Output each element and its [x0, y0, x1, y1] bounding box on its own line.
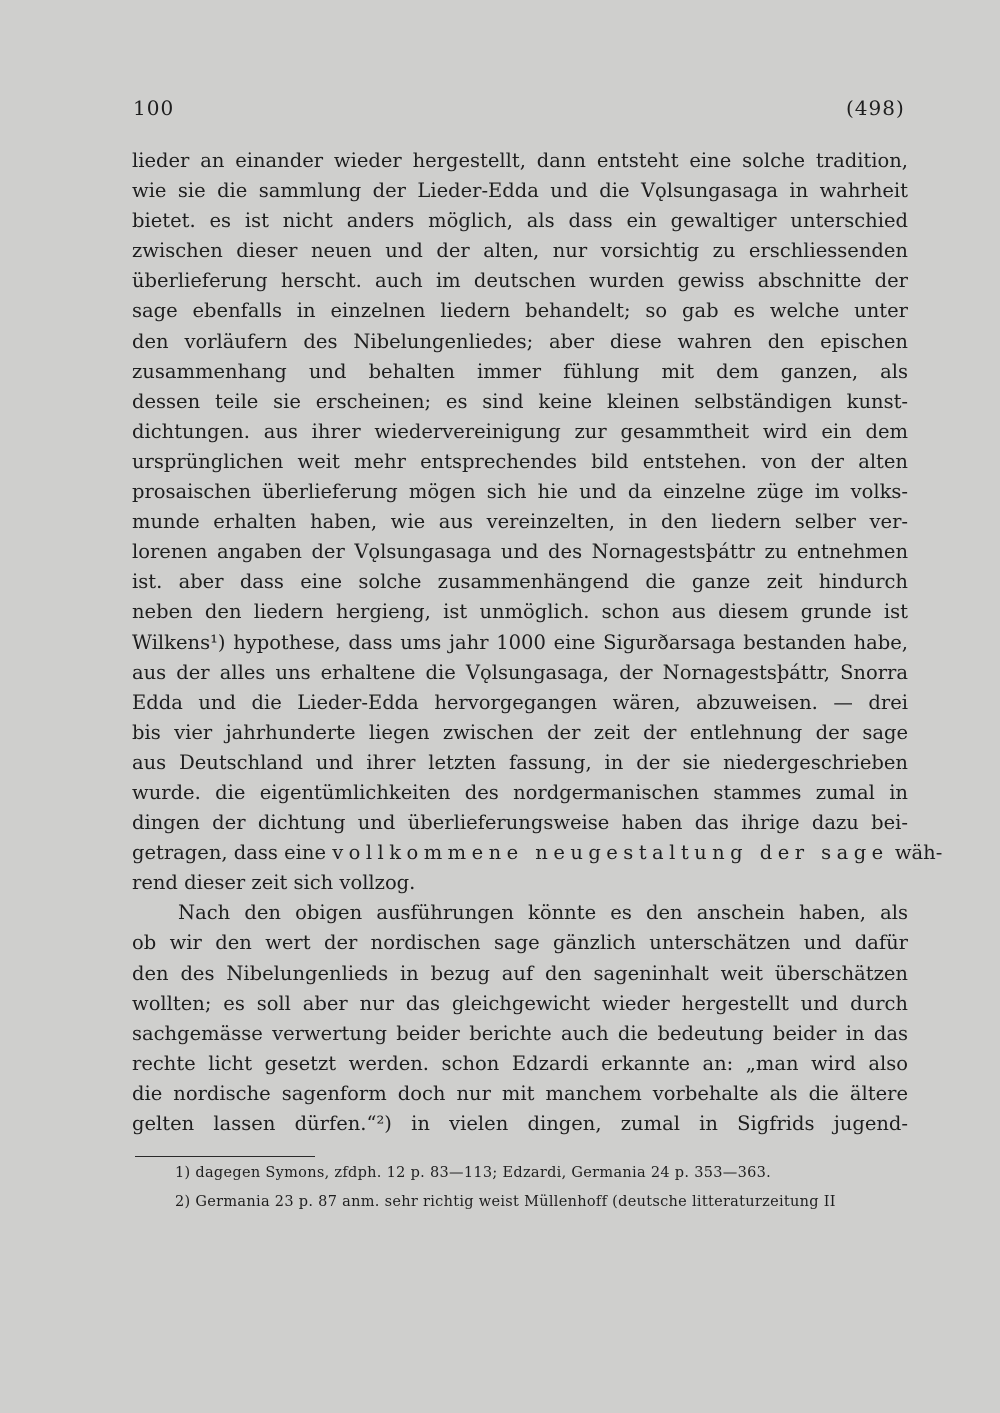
spaced-emphasis: vollkommene neugestaltung der sage	[332, 841, 889, 865]
text-line: dingen der dichtung und überlieferungsweise haben das ihrige dazu bei-	[132, 811, 908, 835]
text-line: munde erhalten haben, wie aus vereinzelten, in den liedern selber ver-	[132, 510, 908, 534]
text-line: wurde. die eigentümlichkeiten des nordgermanischen stammes zumal in	[132, 780, 908, 804]
text-segment: getragen, dass eine	[132, 841, 326, 865]
text-line: dessen teile sie erscheinen; es sind keine kleinen selbständigen kunst-	[132, 389, 908, 413]
text-line: lieder an einander wieder hergestellt, dann entsteht eine solche tradition,	[132, 149, 908, 172]
text-line: Edda und die Lieder-Edda hervorgegangen wären, abzuweisen. — drei	[132, 690, 908, 714]
text-line: sachgemässe verwertung beider berichte auch die bedeutung beider in das	[132, 1021, 908, 1045]
text-line: rend dieser zeit sich vollzog.	[132, 871, 416, 895]
text-line: den des Nibelungenlieds in bezug auf den sageninhalt weit überschätzen	[132, 961, 908, 985]
text-line: prosaischen überlieferung mögen sich hie und da einzelne züge im volks-	[132, 480, 908, 504]
paragraph-start: Nach den obigen ausführungen könnte es den anschein haben, als	[178, 901, 908, 925]
text-line: aus Deutschland und ihrer letzten fassung, in der sie niedergeschrieben	[132, 750, 908, 774]
body-text	[132, 146, 943, 1139]
text-line: bis vier jahrhunderte liegen zwischen der zeit der entlehnung der sage	[132, 720, 908, 744]
text-line: überlieferung herscht. auch im deutschen wurden gewiss abschnitte der	[132, 269, 908, 293]
text-line: wie sie die sammlung der Lieder-Edda und die Vǫlsungasaga in wahrheit	[132, 179, 908, 203]
page-reference: (498)	[846, 96, 905, 120]
text-line: wollten; es soll aber nur das gleichgewicht wieder hergestellt und durch	[132, 991, 908, 1015]
footnote-divider	[135, 1156, 315, 1157]
text-line: ist. aber dass eine solche zusammenhängend die ganze zeit hindurch	[132, 570, 908, 594]
text-line: dichtungen. aus ihrer wiedervereinigung zur gesammtheit wird ein dem	[132, 419, 908, 443]
text-line: neben den liedern hergieng, ist unmöglich. schon aus diesem grunde ist	[132, 600, 908, 624]
text-line: die nordische sagenform doch nur mit manchem vorbehalte als die ältere	[132, 1081, 908, 1105]
text-line: sage ebenfalls in einzelnen liedern behandelt; so gab es welche unter	[132, 299, 908, 323]
text-line: lorenen angaben der Vǫlsungasaga und des Nornagestsþáttr zu entnehmen	[132, 540, 908, 564]
text-line: den vorläufern des Nibelungenliedes; aber diese wahren den epischen	[132, 329, 908, 353]
text-line: Wilkens¹) hypothese, dass ums jahr 1000 eine Sigurðarsaga bestanden habe,	[132, 630, 908, 654]
text-segment: wäh-	[894, 841, 943, 865]
text-line: aus der alles uns erhaltene die Vǫlsungasaga, der Nornagestsþáttr, Snorra	[132, 660, 908, 684]
text-line: bietet. es ist nicht anders möglich, als dass ein gewaltiger unterschied	[132, 209, 908, 233]
text-line: rechte licht gesetzt werden. schon Edzardi erkannte an: „man wird also	[132, 1051, 908, 1075]
footnote-2: 2) Germania 23 p. 87 anm. sehr richtig weist Müllenhoff (deutsche litteraturzeitung II	[175, 1194, 836, 1210]
footnote-1: 1) dagegen Symons, zfdph. 12 p. 83—113; Edzardi, Germania 24 p. 353—363.	[175, 1165, 772, 1181]
text-line: ob wir den wert der nordischen sage gänzlich unterschätzen und dafür	[132, 931, 908, 955]
page-number: 100	[133, 96, 175, 120]
text-line	[132, 838, 943, 868]
text-line: gelten lassen dürfen.“²) in vielen dingen, zumal in Sigfrids jugend-	[132, 1112, 908, 1135]
text-line: zwischen dieser neuen und der alten, nur vorsichtig zu erschliessenden	[132, 239, 908, 263]
text-line: ursprünglichen weit mehr entsprechendes bild entstehen. von der alten	[132, 449, 908, 473]
text-line: zusammenhang und behalten immer fühlung mit dem ganzen, als	[132, 359, 908, 383]
